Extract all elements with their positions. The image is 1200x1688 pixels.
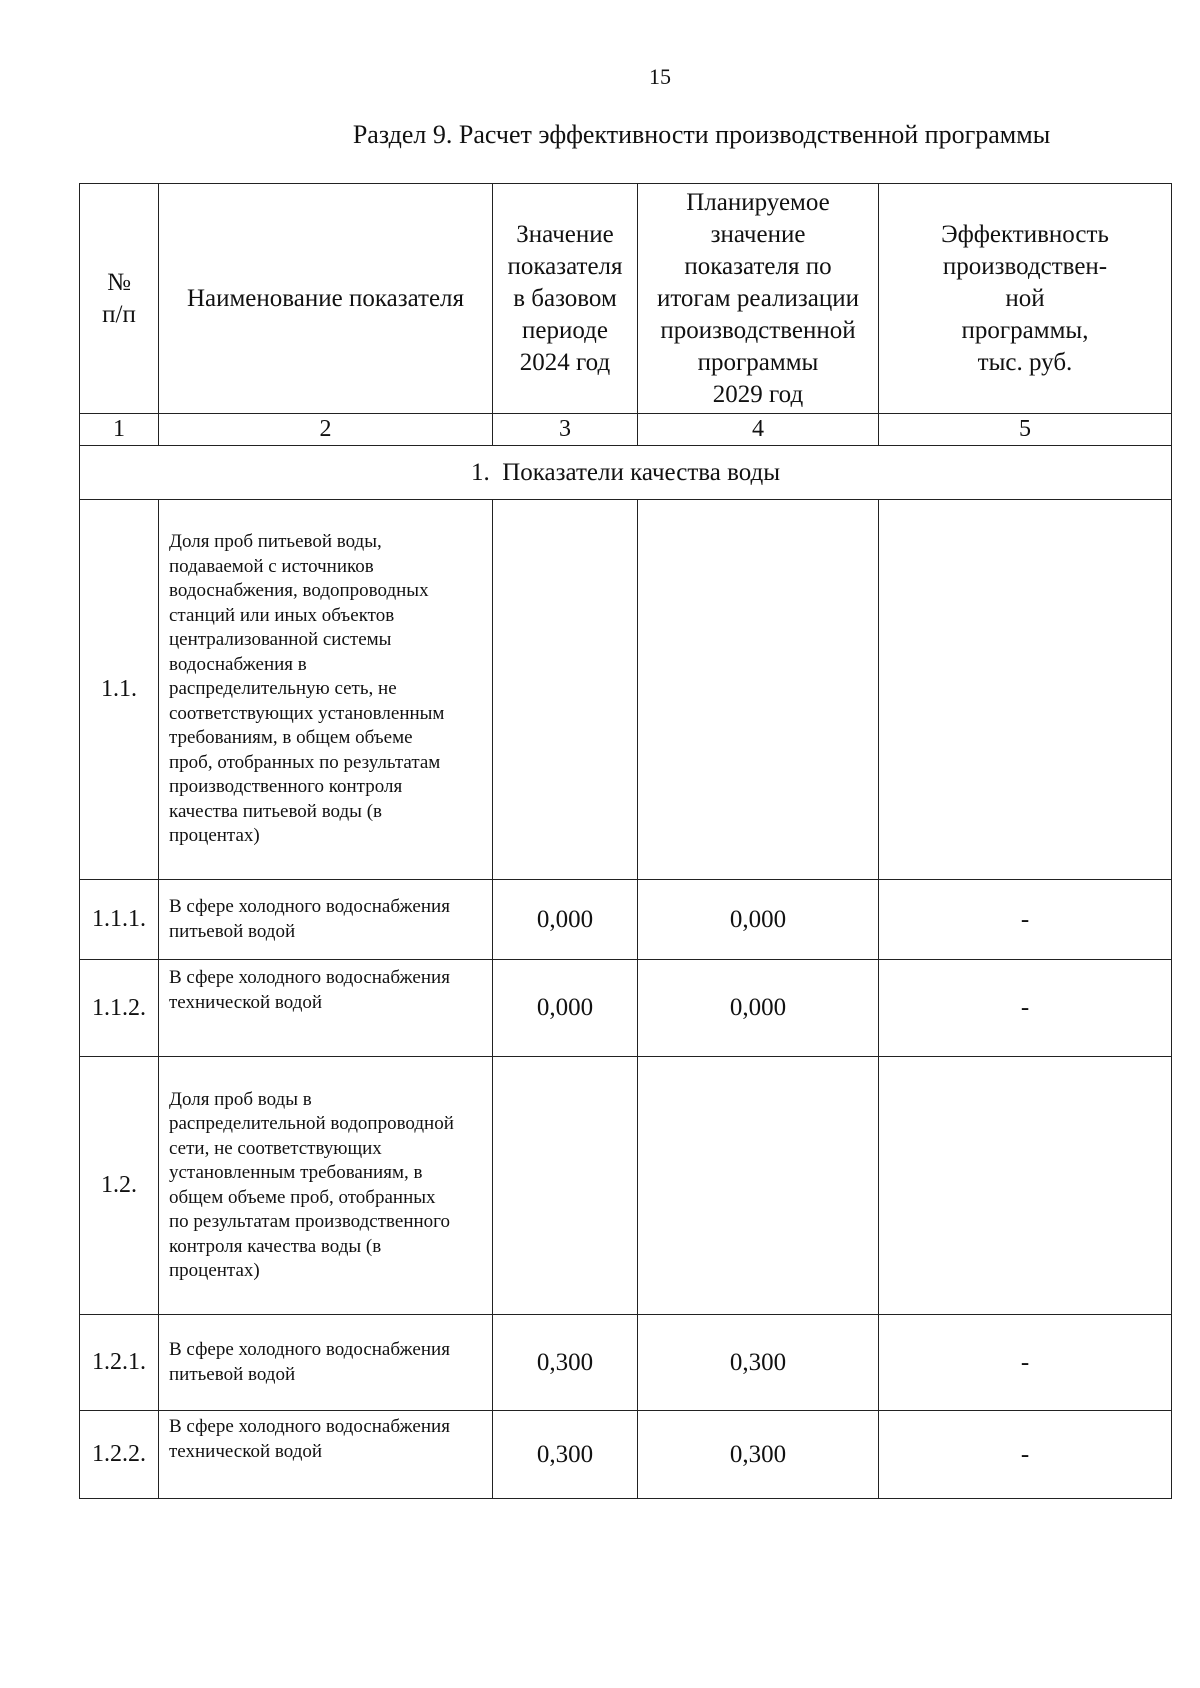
column-number: 4 xyxy=(638,414,879,446)
column-number-row xyxy=(80,414,1172,446)
row-number: 1.2. xyxy=(80,1057,159,1315)
header-num: № п/п xyxy=(80,184,159,414)
row-efficiency xyxy=(879,1057,1172,1315)
table-row xyxy=(80,500,1172,880)
column-number: 5 xyxy=(879,414,1172,446)
efficiency-table xyxy=(79,183,1172,1499)
row-efficiency: - xyxy=(879,1315,1172,1411)
row-number: 1.1.2. xyxy=(80,960,159,1057)
header-efficiency: Эффективность производствен- ной программы, тыс. руб. xyxy=(879,184,1172,414)
table-row xyxy=(80,1411,1172,1499)
row-name: В сфере холодного водоснабжения технической водой xyxy=(159,1411,493,1499)
row-number: 1.1. xyxy=(80,500,159,880)
row-plan-value: 0,300 xyxy=(638,1411,879,1499)
table-row xyxy=(80,1057,1172,1315)
section-heading-row xyxy=(80,446,1172,500)
row-number: 1.1.1. xyxy=(80,880,159,960)
header-plan-value: Планируемое значение показателя по итогам реализации производственной программы 2029 год xyxy=(638,184,879,414)
row-plan-value: 0,000 xyxy=(638,960,879,1057)
page-number: 15 xyxy=(649,64,671,89)
row-number: 1.2.2. xyxy=(80,1411,159,1499)
row-plan-value: 0,000 xyxy=(638,880,879,960)
table-header-row xyxy=(80,184,1172,414)
row-number: 1.2.1. xyxy=(80,1315,159,1411)
column-number: 1 xyxy=(80,414,159,446)
section-heading: 1. Показатели качества воды xyxy=(80,446,1172,500)
row-efficiency: - xyxy=(879,960,1172,1057)
table-row xyxy=(80,1315,1172,1411)
row-base-value: 0,300 xyxy=(493,1411,638,1499)
header-base-value: Значение показателя в базовом периоде 2024 год xyxy=(493,184,638,414)
table-row xyxy=(80,960,1172,1057)
row-base-value: 0,000 xyxy=(493,960,638,1057)
row-base-value: 0,300 xyxy=(493,1315,638,1411)
row-name: Доля проб питьевой воды, подаваемой с источников водоснабжения, водопроводных станций или иных объектов централизованной системы водоснабжения в распределительную сеть, не соответствующих установленным требованиям, в общем объеме проб, отобранных по результатам производственного контроля качества питьевой воды (в процентах) xyxy=(159,500,493,880)
row-name: В сфере холодного водоснабжения питьевой водой xyxy=(159,1315,493,1411)
header-name: Наименование показателя xyxy=(159,184,493,414)
row-name: В сфере холодного водоснабжения технической водой xyxy=(159,960,493,1057)
row-base-value xyxy=(493,500,638,880)
row-plan-value xyxy=(638,1057,879,1315)
row-efficiency: - xyxy=(879,1411,1172,1499)
row-efficiency xyxy=(879,500,1172,880)
row-name: Доля проб воды в распределительной водопроводной сети, не соответствующих установленным требованиям, в общем объеме проб, отобранных по результатам производственного контроля качества воды (в процентах) xyxy=(159,1057,493,1315)
section-title: Раздел 9. Расчет эффективности производственной программы xyxy=(352,120,1051,149)
row-plan-value: 0,300 xyxy=(638,1315,879,1411)
table-row xyxy=(80,880,1172,960)
row-efficiency: - xyxy=(879,880,1172,960)
column-number: 2 xyxy=(159,414,493,446)
row-base-value xyxy=(493,1057,638,1315)
row-plan-value xyxy=(638,500,879,880)
row-name: В сфере холодного водоснабжения питьевой водой xyxy=(159,880,493,960)
row-base-value: 0,000 xyxy=(493,880,638,960)
column-number: 3 xyxy=(493,414,638,446)
